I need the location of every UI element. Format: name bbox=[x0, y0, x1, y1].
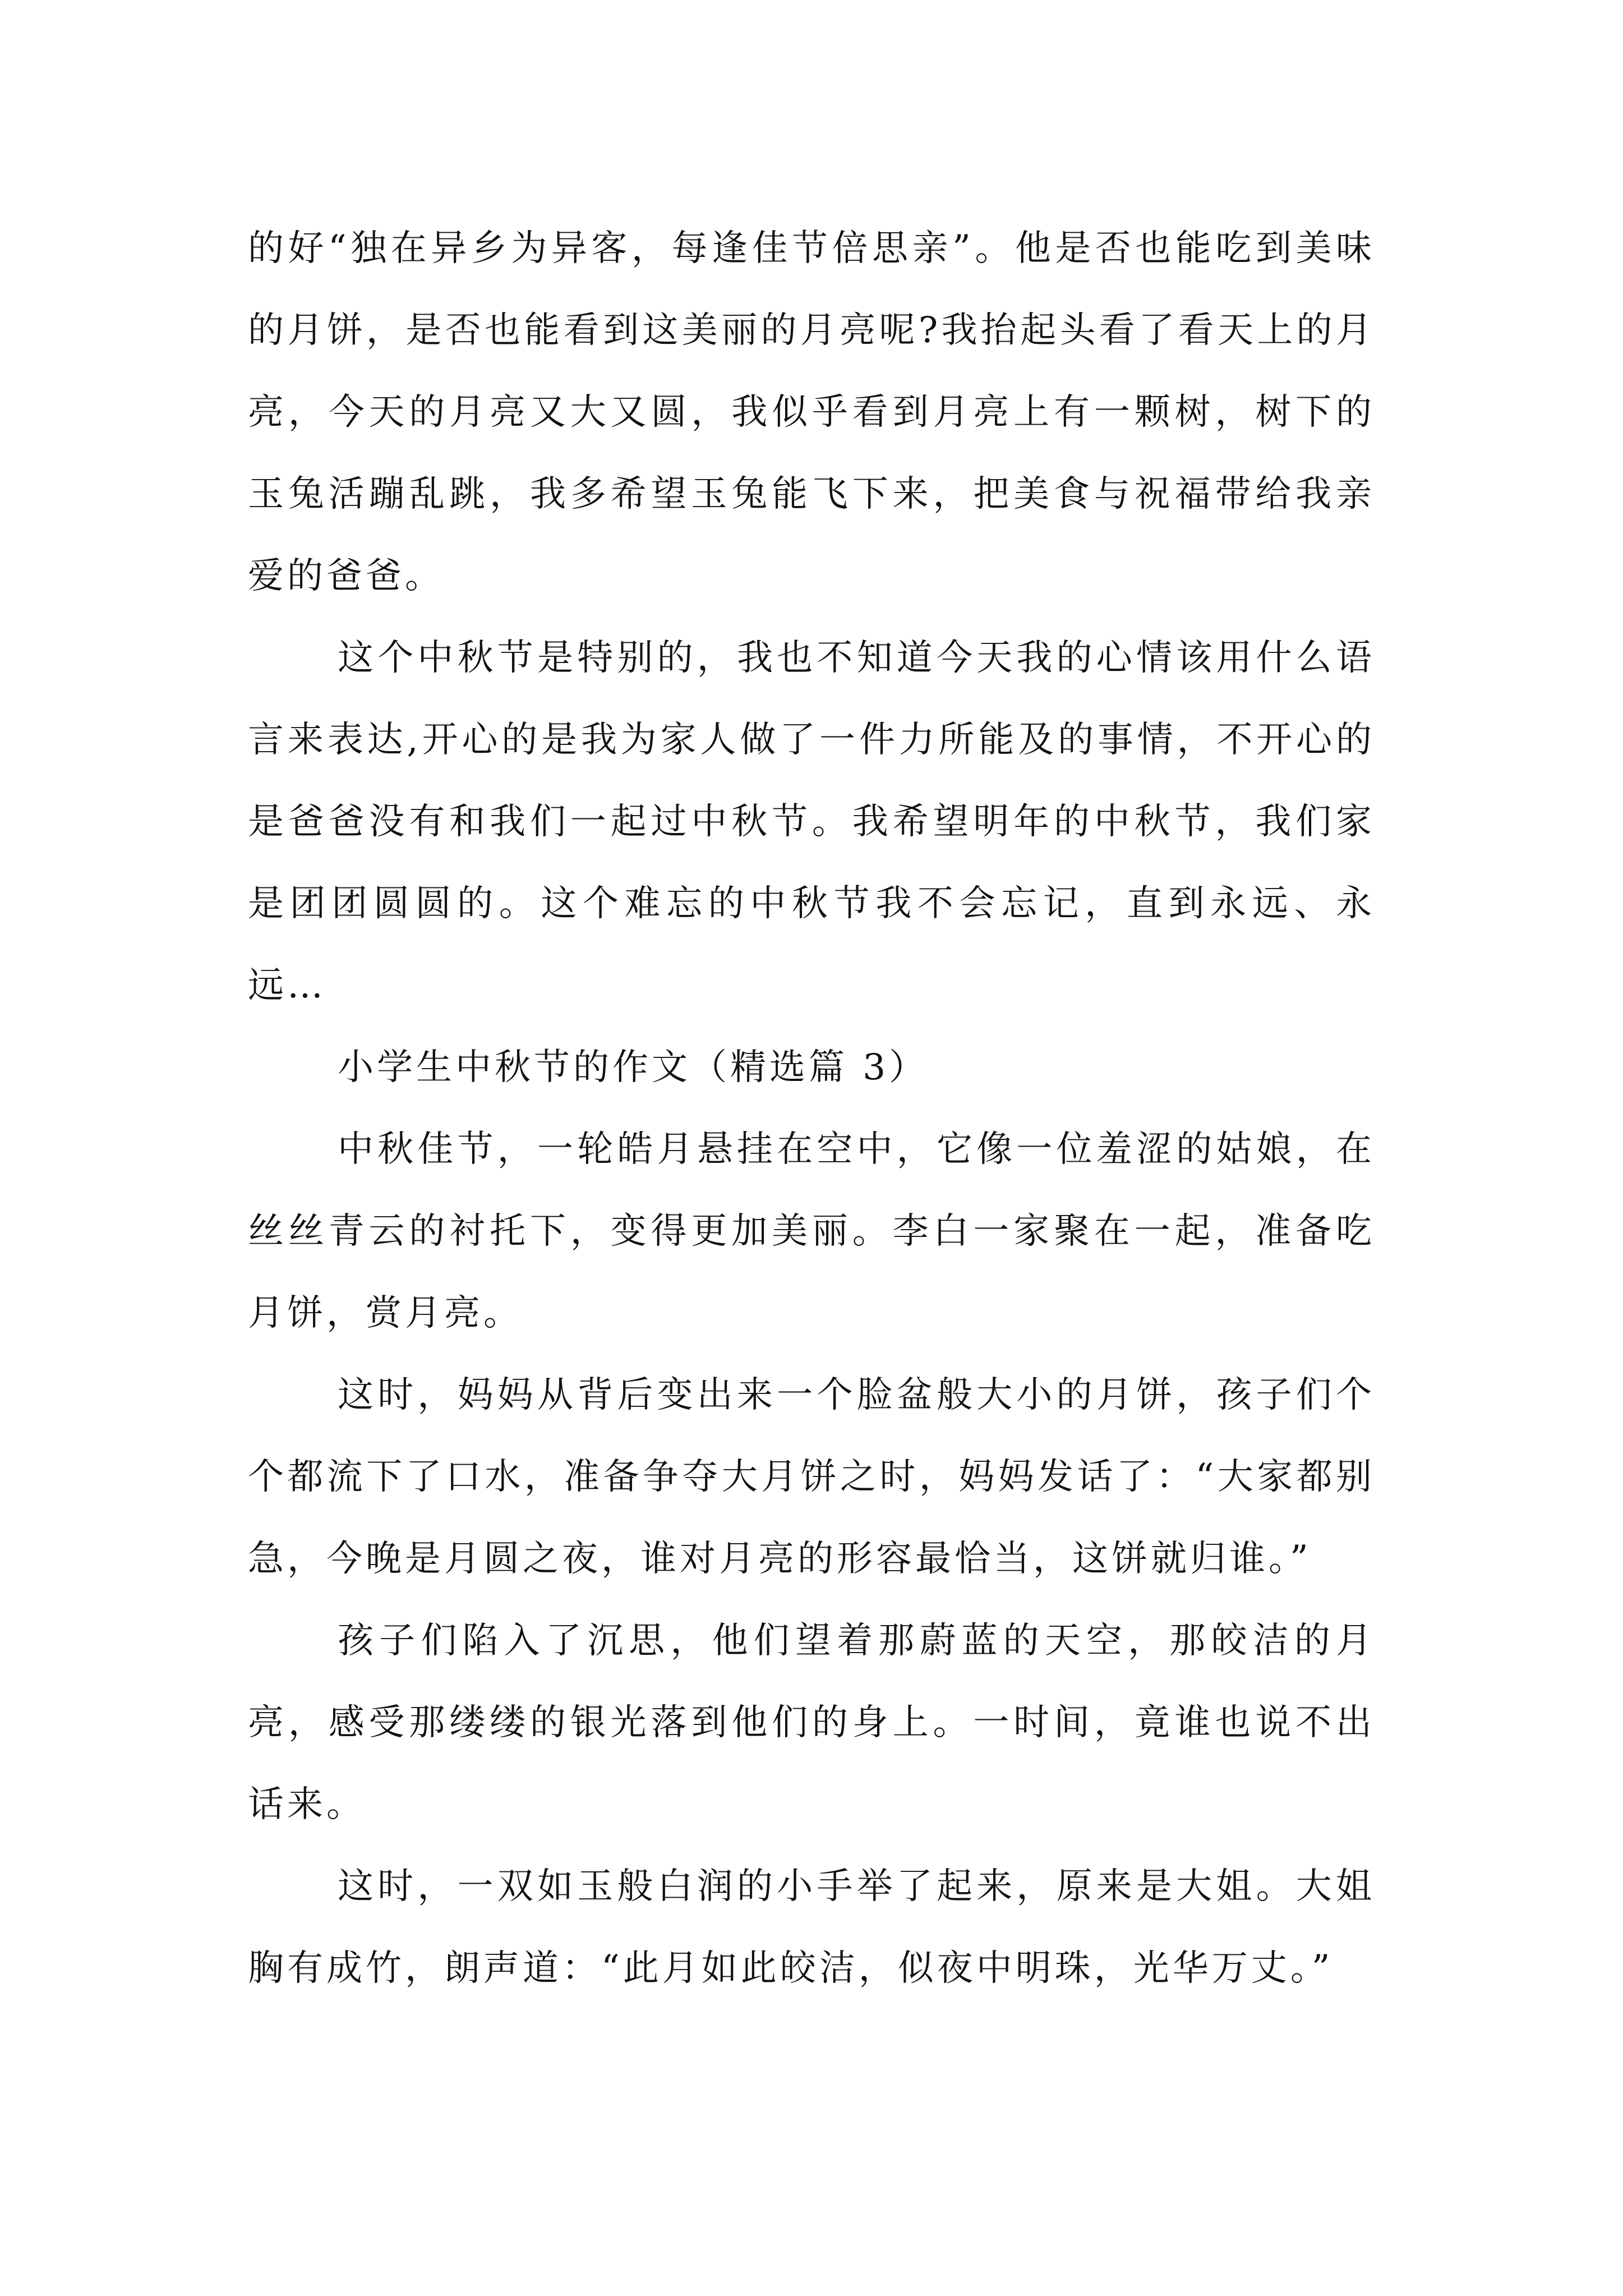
paragraph: 这时，妈妈从背后变出来一个脸盆般大小的月饼，孩子们个个都流下了口水，准备争夺大月饼之时，妈妈发话了：“大家都别急，今晚是月圆之夜，谁对月亮的形容最恰当，这饼就归谁。” bbox=[248, 1374, 1375, 1580]
paragraph: 中秋佳节，一轮皓月悬挂在空中，它像一位羞涩的姑娘，在丝丝青云的衬托下，变得更加美丽。李白一家聚在一起，准备吃月饼，赏月亮。 bbox=[248, 1129, 1375, 1334]
document-body bbox=[248, 208, 1375, 2009]
section-title: 小学生中秋节的作文（精选篇 3） bbox=[338, 1047, 929, 1088]
paragraph: 孩子们陷入了沉思，他们望着那蔚蓝的天空，那皎洁的月亮，感受那缕缕的银光落到他们的身上。一时间，竟谁也说不出话来。 bbox=[248, 1620, 1375, 1825]
paragraph: 这个中秋节是特别的，我也不知道今天我的心情该用什么语言来表达,开心的是我为家人做了一件力所能及的事情，不开心的是爸爸没有和我们一起过中秋节。我希望明年的中秋节，我们家是团团圆圆的。这个难忘的中秋节我不会忘记，直到永远、永远… bbox=[248, 637, 1375, 1006]
paragraph: 这时，一双如玉般白润的小手举了起来，原来是大姐。大姐胸有成竹，朗声道：“此月如此皎洁，似夜中明珠，光华万丈。” bbox=[248, 1866, 1375, 1989]
paragraph-continued: 的好“独在异乡为异客，每逢佳节倍思亲”。他是否也能吃到美味的月饼，是否也能看到这美丽的月亮呢?我抬起头看了看天上的月亮，今天的月亮又大又圆，我似乎看到月亮上有一颗树，树下的玉兔活蹦乱跳，我多希望玉兔能飞下来，把美食与祝福带给我亲爱的爸爸。 bbox=[248, 228, 1375, 597]
